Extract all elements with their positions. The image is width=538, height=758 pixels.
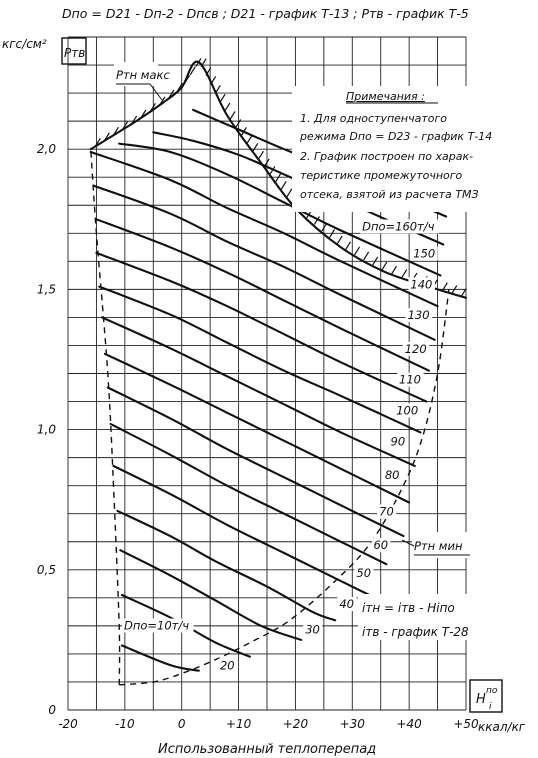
- x-tick-label: +10: [225, 717, 252, 731]
- min-pressure-boundary: [91, 149, 120, 685]
- max-boundary-text: Pтн макс: [116, 68, 170, 82]
- curve-label: 60: [373, 538, 389, 553]
- hatch-mark: [337, 236, 342, 244]
- notes-line-3: 2. График построен по харак-: [300, 150, 474, 163]
- curve-label: 90: [390, 434, 406, 449]
- flow-curve: [99, 287, 420, 433]
- curve-label: 150: [413, 246, 436, 261]
- hatch-mark: [402, 270, 407, 278]
- y-tick-label: 2,0: [36, 142, 56, 157]
- hatch-mark: [382, 262, 387, 270]
- hatch-mark: [230, 111, 235, 119]
- hatch-mark: [258, 151, 263, 159]
- formula-line-1: iтн = iтв - Hiпо: [362, 601, 455, 615]
- x-tick-label: 0: [177, 717, 186, 731]
- flow-curve: [105, 354, 409, 503]
- notes-block: [292, 86, 492, 212]
- flow-curve: [96, 219, 429, 370]
- x-tick-label: +20: [282, 717, 309, 731]
- y-tick-label: 0,5: [36, 562, 56, 577]
- x-tick-label: +30: [339, 717, 365, 731]
- y-axis-symbol: Pтв: [64, 46, 86, 60]
- hatch-mark: [345, 242, 350, 250]
- min-boundary-text: Pтн мин: [414, 539, 463, 553]
- x-axis-symbol-sup: по: [486, 686, 498, 696]
- notes-line-5: отсека, взятой из расчета ТМЗ: [300, 188, 479, 201]
- flow-curve: [96, 253, 426, 402]
- min-boundary-label: [402, 532, 470, 558]
- chart-title: Dпо = D21 - Dп-2 - Dпсв ; D21 - график Т-13 ; Ртв - график Т-5: [62, 6, 469, 21]
- curve-label: 20: [219, 658, 235, 673]
- notes-line-4: теристике промежуточного: [300, 169, 463, 182]
- hatch-mark: [253, 143, 258, 151]
- curve-label: 140: [410, 277, 433, 292]
- hatch-mark: [247, 135, 252, 143]
- x-tick-label: +50: [453, 717, 479, 731]
- y-tick-label: 1,0: [36, 422, 56, 437]
- y-axis-unit: кгс/см²: [2, 37, 47, 51]
- max-boundary-label: [114, 62, 170, 100]
- hatch-mark: [287, 189, 292, 197]
- curve-label: 120: [404, 341, 427, 356]
- curve-label: 30: [305, 622, 320, 637]
- x-tick-label: +40: [396, 717, 422, 731]
- notes-line-1: 1. Для одноступенчатого: [300, 112, 447, 125]
- notes-line-2: режима Dпо = D23 - график Т-14: [300, 130, 493, 143]
- formula-line-2: iтв - график Т-28: [362, 625, 469, 639]
- curve-label: 110: [399, 372, 421, 387]
- curve-label: Dпо=160т/ч: [362, 219, 435, 234]
- curve-label: 40: [339, 597, 354, 612]
- hatch-mark: [364, 252, 369, 260]
- curve-label: 70: [379, 504, 394, 519]
- y-tick-label: 1,5: [36, 282, 56, 297]
- formula-block: [358, 594, 474, 640]
- x-axis-label: Использованный теплоперепад: [158, 742, 377, 757]
- hatch-mark: [220, 94, 225, 102]
- y-tick-label: 0: [48, 703, 56, 717]
- flow-curve: [111, 424, 387, 564]
- curve-label: 100: [396, 403, 419, 418]
- curve-label: 50: [356, 566, 372, 581]
- notes-heading: Примечания :: [346, 90, 425, 103]
- hatch-mark: [225, 103, 230, 111]
- hatch-mark: [355, 247, 360, 255]
- curve-label: 130: [407, 308, 430, 323]
- x-axis-symbol: H: [476, 692, 486, 707]
- hatch-mark: [392, 266, 397, 274]
- x-tick-label: -20: [58, 717, 78, 731]
- curve-label: Dпо=10т/ч: [124, 618, 190, 633]
- x-axis-unit: ккал/кг: [478, 720, 526, 734]
- x-axis-symbol-box: [470, 680, 502, 712]
- y-axis-symbol-box: [62, 38, 86, 64]
- flow-curve: [122, 646, 199, 671]
- hatch-mark: [276, 174, 281, 182]
- x-tick-label: -10: [115, 717, 135, 731]
- hatch-mark: [281, 181, 286, 189]
- x-axis-symbol-sub: i: [489, 702, 492, 712]
- curve-label: 80: [384, 468, 400, 483]
